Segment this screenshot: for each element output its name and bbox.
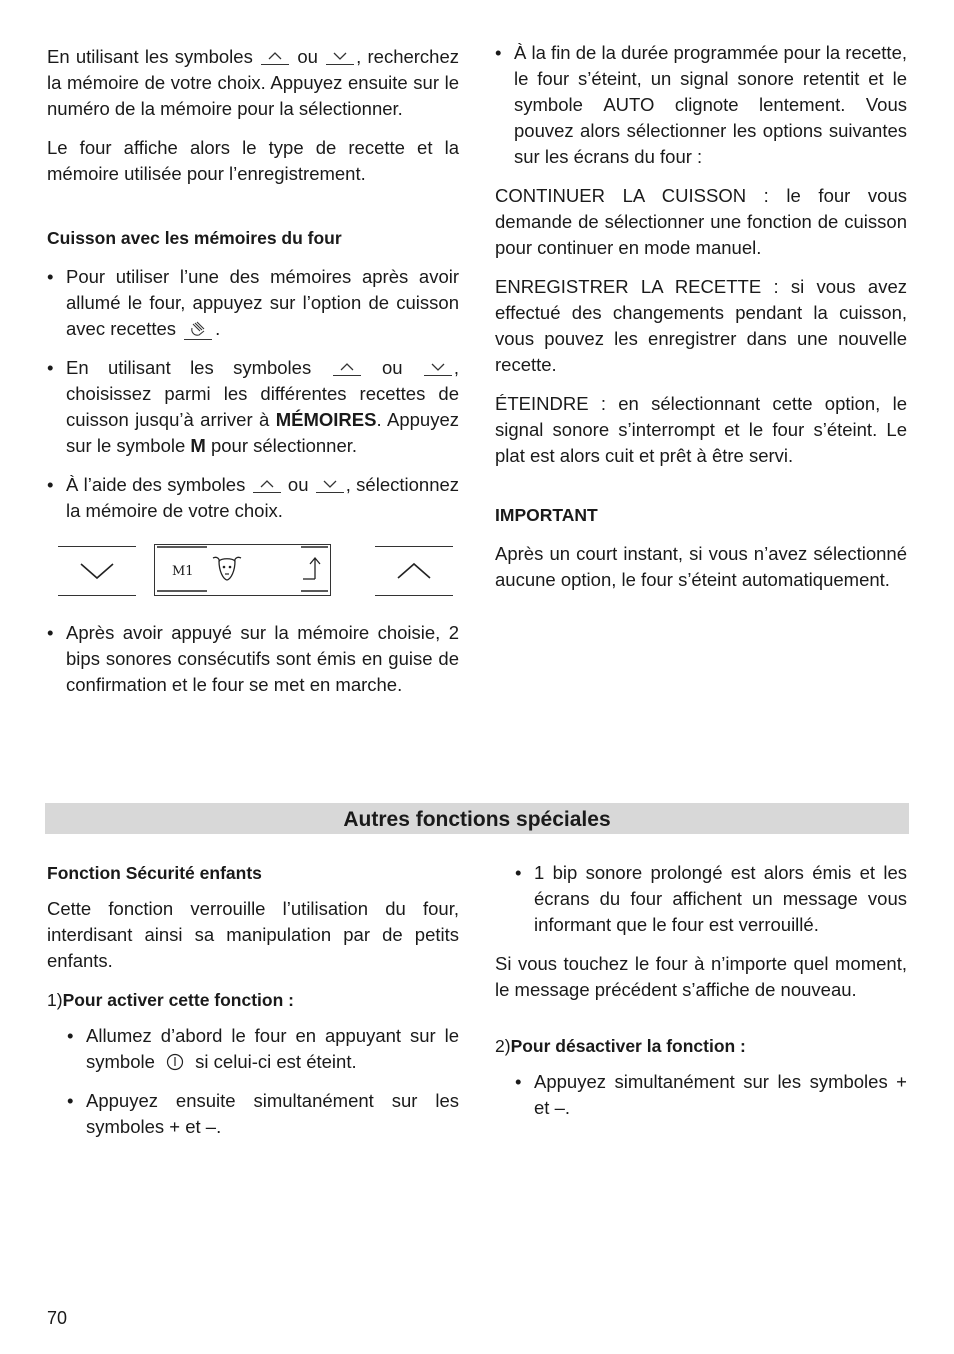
text: , sélectionnez la mémoire de votre choix. xyxy=(66,474,460,521)
paragraph: Cette fonction verrouille l’utilisation du four, interdisant ainsi sa manipulation par de petits enfants. xyxy=(47,898,459,971)
text: Appuyez ensuite simultanément sur les symboles + et –. xyxy=(86,1090,459,1137)
text: . Appuyez sur le symbole xyxy=(66,409,459,456)
text: 2) xyxy=(495,1036,511,1056)
list-item: • En utilisant les symboles ou , choisissez parmi les différentes recettes de cuisson jusqu’à arriver à MÉMOIRES. Appuyez sur le symbole M pour sélectionner. xyxy=(47,357,460,456)
sheep-icon xyxy=(207,553,247,585)
chevron-up-icon xyxy=(375,547,453,595)
screen-border-marks xyxy=(155,545,209,593)
left-column-bottom xyxy=(47,860,459,1153)
right-column-top xyxy=(495,40,907,606)
list-item: • Allumez d’abord le four en appuyant sur le symbole si celui-ci est éteint. xyxy=(67,1025,459,1072)
list-item: • Appuyez ensuite simultanément sur les symboles + et –. xyxy=(67,1090,459,1137)
text: ou xyxy=(287,474,309,495)
important-heading: IMPORTANT xyxy=(495,505,598,525)
text: En utilisant les symboles xyxy=(47,46,253,67)
oven-control-panel xyxy=(47,546,459,598)
list-item: • À l’aide des symboles ou , sélectionnez la mémoire de votre choix. xyxy=(47,474,460,521)
arrow-up-icon xyxy=(301,553,328,585)
text: , choisissez parmi les différentes recettes de cuisson jusqu’à arriver à xyxy=(66,357,460,430)
up-button[interactable] xyxy=(375,546,453,596)
text: . xyxy=(215,318,221,339)
auto-symbol: AUTO xyxy=(603,94,655,115)
text: si celui-ci est éteint. xyxy=(195,1051,357,1072)
paragraph: Si vous touchez le four à n’importe quel moment, le message précédent s’affiche de nouveau. xyxy=(495,953,907,1000)
chevron-down-icon xyxy=(326,48,354,65)
chevron-up-icon xyxy=(261,48,289,65)
chevron-down-icon xyxy=(58,547,136,595)
text: Après avoir appuyé sur la mémoire choisie, 2 bips sonores consécutifs sont émis en guise de confirmation et le four se met en marche. xyxy=(66,622,459,695)
text: Allumez d’abord le four en appuyant sur le symbole xyxy=(86,1025,459,1072)
list-item: • À la fin de la durée programmée pour la recette, le four s’éteint, un signal sonore retentit et le symbole AUTO clignote lentement. Vous pouvez alors sélectionner les options suivantes sur les écrans du four : xyxy=(495,42,907,167)
paragraph: CONTINUER LA CUISSON : le four vous demande de sélectionner une fonction de cuisson pour continuer en mode manuel. xyxy=(495,185,907,258)
right-column-bottom xyxy=(495,860,907,1134)
text: ou xyxy=(381,357,403,378)
memory-label: M1 xyxy=(172,564,194,579)
bold-text: M xyxy=(190,435,206,456)
paragraph xyxy=(47,44,459,122)
text: Appuyez simultanément sur les symboles + et –. xyxy=(534,1071,907,1118)
section-title: Autres fonctions spéciales xyxy=(45,803,909,834)
text: , recherchez la mémoire de votre choix. Appuyez ensuite sur le numéro de la mémoire pour la sélectionner. xyxy=(47,46,460,119)
recipe-hand-icon xyxy=(184,319,212,340)
text: 1) xyxy=(47,990,63,1010)
text: pour sélectionner. xyxy=(210,435,358,456)
left-column-top xyxy=(47,44,459,711)
paragraph: ÉTEINDRE : en sélectionnant cette option, le signal sonore s’interrompt et le four s’éteint. Le plat est alors cuit et prêt à être servi. xyxy=(495,393,907,466)
text: En utilisant les symboles xyxy=(66,357,312,378)
text: ou xyxy=(297,46,318,67)
bold-text: Pour activer cette fonction : xyxy=(62,990,294,1010)
section-heading: Cuisson avec les mémoires du four xyxy=(47,228,342,248)
subheading xyxy=(495,1033,907,1059)
list-item: • Appuyez simultanément sur les symboles + et –. xyxy=(515,1071,907,1118)
paragraph: ENREGISTRER LA RECETTE : si vous avez effectué des changements pendant la cuisson, vous pouvez les enregistrer dans une nouvelle recette. xyxy=(495,276,907,375)
chevron-up-icon xyxy=(333,359,361,376)
bold-text: Pour désactiver la fonction : xyxy=(510,1036,746,1056)
text: 1 bip sonore prolongé est alors émis et les écrans du four affichent un message vous informant que le four est verrouillé. xyxy=(534,862,907,935)
list-item: • Après avoir appuyé sur la mémoire choisie, 2 bips sonores consécutifs sont émis en guise de confirmation et le four se met en marche. xyxy=(47,622,459,695)
power-icon xyxy=(166,1053,184,1071)
chevron-down-icon xyxy=(424,359,452,376)
text: À la fin de la durée programmée pour la recette, le four s’éteint, un signal sonore retentit et le symbole xyxy=(514,42,907,115)
bold-text: MÉMOIRES xyxy=(275,409,377,430)
section-heading: Fonction Sécurité enfants xyxy=(47,863,262,883)
list-item: • Pour utiliser l’une des mémoires après avoir allumé le four, appuyez sur l’option de cuisson avec recettes . xyxy=(47,266,459,339)
chevron-up-icon xyxy=(253,476,281,493)
subheading xyxy=(47,987,459,1013)
down-button[interactable] xyxy=(58,546,136,596)
page-number: 70 xyxy=(47,1308,68,1328)
text: clignote lentement. Vous pouvez alors sélectionner les options suivantes sur les écrans du four : xyxy=(514,94,907,167)
text: Pour utiliser l’une des mémoires après avoir allumé le four, appuyez sur l’option de cuisson avec recettes xyxy=(66,266,459,339)
paragraph: Après un court instant, si vous n’avez sélectionné aucune option, le four s’éteint automatiquement. xyxy=(495,543,907,590)
text: À l’aide des symboles xyxy=(66,474,246,495)
list-item: • 1 bip sonore prolongé est alors émis et les écrans du four affichent un message vous informant que le four est verrouillé. xyxy=(515,862,907,935)
paragraph: Le four affiche alors le type de recette et la mémoire utilisée pour l’enregistrement. xyxy=(47,137,459,184)
oven-screen[interactable] xyxy=(154,544,331,596)
chevron-down-icon xyxy=(316,476,344,493)
